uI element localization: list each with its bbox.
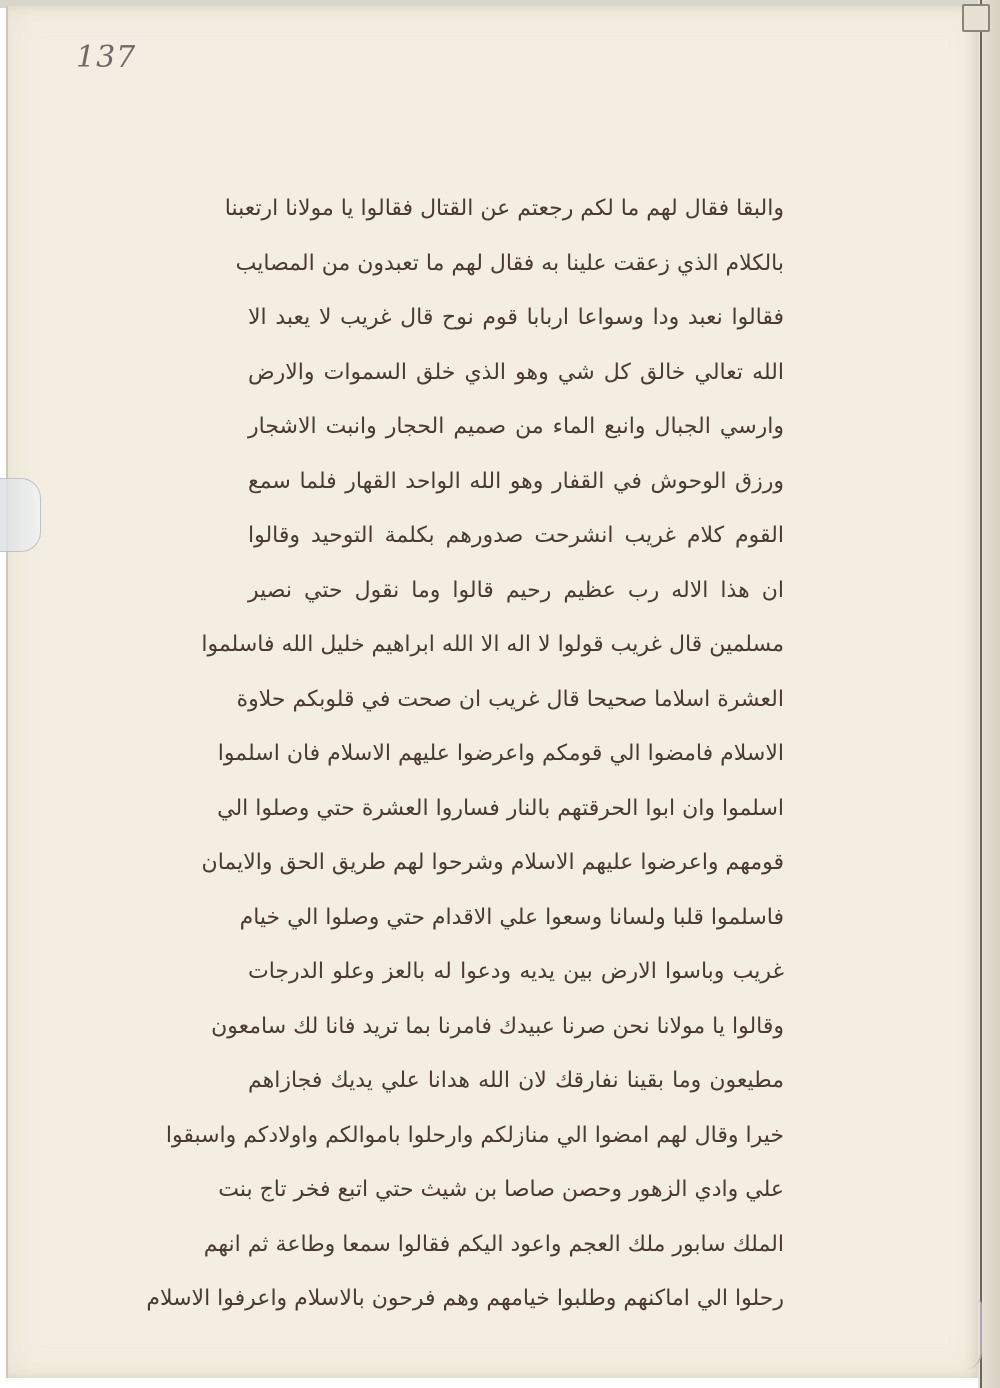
text-line-11: الاسلام فامضوا الي قومكم واعرضوا عليهم الاسلام فان اسلموا bbox=[217, 741, 784, 766]
text-line-13: قومهم واعرضوا عليهم الاسلام وشرحوا لهم طريق الحق والايمان bbox=[201, 850, 784, 875]
text-line-8: ان هذا الاله رب عظيم رحيم قالوا وما نقول حتي نصير bbox=[248, 577, 784, 603]
binding-edge-line bbox=[980, 0, 982, 1388]
text-line-2: بالكلام الذي زعقت علينا به فقال لهم ما تعبدون من المصايب bbox=[235, 250, 784, 276]
text-line-17: مطيعون وما بقينا نفارقك لان الله هدانا علي يديك فجازاهم bbox=[248, 1068, 784, 1093]
text-line-1: والبقا فقال لهم ما لكم رجعتم عن القتال فقالوا يا مولانا ارتعبنا bbox=[224, 196, 784, 221]
page-clip-left bbox=[0, 478, 41, 552]
manuscript-text-block bbox=[146, 182, 784, 1327]
text-line-18: خيرا وقال لهم امضوا الي منازلكم وارحلوا باموالكم واولادكم واسبقوا bbox=[165, 1122, 784, 1148]
text-line-21: رحلوا الي اماكنهم وطلبوا خيامهم وهم فرحون بالاسلام واعرفوا الاسلام bbox=[146, 1286, 784, 1311]
text-line-10: العشرة اسلاما صحيحا قال غريب ان صحت في قلوبكم حلاوة bbox=[236, 686, 784, 712]
text-line-7: القوم كلام غريب انشرحت صدورهم بكلمة التوحيد وقالوا bbox=[248, 523, 784, 548]
text-line-9: مسلمين قال غريب قولوا لا اله الا الله ابراهيم خليل الله فاسلموا bbox=[201, 632, 784, 657]
text-line-14: فاسلموا قلبا ولسانا وسعوا علي الاقدام حتي وصلوا الي خيام bbox=[239, 904, 784, 930]
text-line-19: علي وادي الزهور وحصن صاصا بن شيث حتي اتبع فخر تاج بنت bbox=[218, 1177, 784, 1202]
page-clip-bottom bbox=[964, 1300, 982, 1370]
text-line-4: الله تعالي خالق كل شي وهو الذي خلق السموات والارض bbox=[248, 359, 784, 385]
text-line-15: غريب وباسوا الارض بين يديه ودعوا له بالعز وعلو الدرجات bbox=[248, 959, 784, 984]
folio-number: 137 bbox=[76, 40, 137, 75]
text-line-3: فقالوا نعبد ودا وسواعا اربابا قوم نوح قال غريب لا يعبد الا bbox=[248, 305, 784, 330]
text-line-20: الملك سابور ملك العجم واعود اليكم فقالوا سمعا وطاعة ثم انهم bbox=[203, 1231, 784, 1257]
text-line-5: وارسي الجبال وانبع الماء من صميم الحجار وانبت الاشجار bbox=[248, 414, 784, 439]
corner-tab-mark bbox=[962, 4, 990, 32]
text-line-12: اسلموا وان ابوا الحرقتهم بالنار فساروا العشرة حتي وصلوا الي bbox=[217, 795, 784, 821]
text-line-16: وقالوا يا مولانا نحن صرنا عبيدك فامرنا بما تريد فانا لك سامعون bbox=[211, 1013, 784, 1039]
text-line-6: ورزق الوحوش في القفار وهو الله الواحد القهار فلما سمع bbox=[248, 468, 784, 494]
